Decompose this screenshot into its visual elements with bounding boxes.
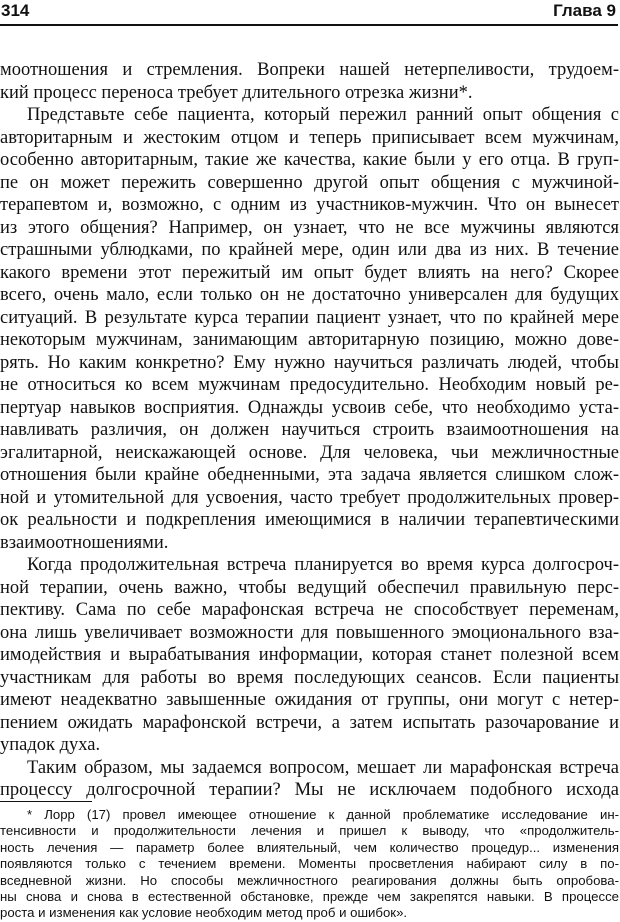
chapter-title: Глава 9 <box>553 1 616 20</box>
text-line: ситуаций. В результате курса терапии пациент узнает, что по крайней мере <box>0 307 619 328</box>
footnote-line: вседневной жизни. Но способы межличностного реагирования должны быть опробова- <box>0 872 619 888</box>
text-line: навливать различия, он должен научиться строить взаимоотношения на <box>0 420 619 440</box>
text-line: авторитарным и жестоким отцом и теперь приписывает всем мужчинам, <box>0 127 619 148</box>
footnote-line: роста и изменения как условие необходим метод проб и ошибок». <box>0 905 408 921</box>
footnote-line: ность лечения — параметр более влиятельный, чем количество процедур... изменения <box>0 839 619 855</box>
text-line: всего, очень мало, если только он не достаточно универсален для будущих <box>0 285 619 305</box>
text-line: ок реальности и подкрепления имеющимися в наличии терапевтическими <box>0 510 619 530</box>
text-line: упадок духа. <box>0 735 101 755</box>
text-line: Представьте себе пациента, который пережил ранний опыт общения с <box>27 105 619 125</box>
footnote <box>0 807 619 922</box>
text-line: ной и утомительной для усвоения, часто требует продолжительных провер- <box>0 487 619 508</box>
text-line: некоторым мужчинам, занимающим авторитарную позицию, можно дове- <box>0 330 619 350</box>
text-line: терапевтом и, возможно, с одним из участников-мужчин. Что он вынесет <box>0 195 619 215</box>
text-line: пе он может пережить совершенно другой опыт общения с мужчиной- <box>0 172 619 193</box>
footnote-line: * Лорр (17) провел имеющее отношение к данной проблематике исследование ин- <box>27 807 619 822</box>
text-line: эгалитарной, неискажающей основе. Для человека, чьи межличностные <box>0 442 619 463</box>
text-line: моотношения и стремления. Вопреки нашей нетерпеливости, трудоем- <box>0 60 619 80</box>
footnote-line: тенсивности и продолжительности лечения и пришел к выводу, что «продолжитель- <box>0 823 619 839</box>
running-head <box>0 0 618 26</box>
page-number: 314 <box>1 1 30 20</box>
footnote-line: появляются только с течением времени. Моменты просветления набирают силу в по- <box>0 856 619 872</box>
text-line: процессу долгосрочной терапии? Мы не исключаем подобного исхода <box>0 780 619 800</box>
text-line: участникам для работы во время последующих сеансов. Если пациенты <box>0 667 619 688</box>
body-text <box>0 59 619 802</box>
text-line: имодействия и вырабатывания информации, которая станет полезной всем <box>0 645 619 665</box>
text-line: какого времени этот пережитый им опыт будет влиять на него? Скорее <box>0 262 619 283</box>
text-line: Таким образом, мы задаемся вопросом, мешает ли марафонская встреча <box>27 757 619 778</box>
footnote-line: ны снова и снова в естественной обстановке, прежде чем закрепятся навыки. В процессе <box>0 889 619 905</box>
text-line: рять. Но каким конкретно? Ему нужно научиться различать людей, чтобы <box>0 352 619 373</box>
text-line: отношения были крайне обедненными, эта задача является слишком слож- <box>0 465 619 485</box>
text-line: пертуар навыков восприятия. Однажды усвоив себе, что необходимо уста- <box>0 397 619 418</box>
text-line: она лишь увеличивает возможности для повышенного эмоционального вза- <box>0 622 619 643</box>
text-line: пением ожидать марафонской встречи, а затем испытать разочарование и <box>0 712 619 733</box>
text-line: ной терапии, очень важно, чтобы ведущий обеспечил правильную перс- <box>0 577 619 598</box>
text-line: пективу. Сама по себе марафонская встреча не способствует переменам, <box>0 600 619 620</box>
text-line: кий процесс переноса требует длительного отрезка жизни*. <box>0 82 473 103</box>
text-line: взаимоотношениями. <box>0 532 169 553</box>
footnote-divider <box>0 801 92 802</box>
text-line: имеют неадекватно завышенные ожидания от группы, они могут с нетер- <box>0 690 619 710</box>
text-line: страшными ублюдками, по крайней мере, один или два из них. В течение <box>0 240 619 260</box>
text-line: особенно авторитарным, такие же качества, какие были у его отца. В груп- <box>0 150 619 170</box>
text-line: Когда продолжительная встреча планируется во время курса долгосроч- <box>27 555 619 575</box>
text-line: не относиться ко всем мужчинам предосудительно. Необходим новый ре- <box>0 375 619 395</box>
text-line: из этого общения? Например, он узнает, что не все мужчины являются <box>0 217 619 238</box>
